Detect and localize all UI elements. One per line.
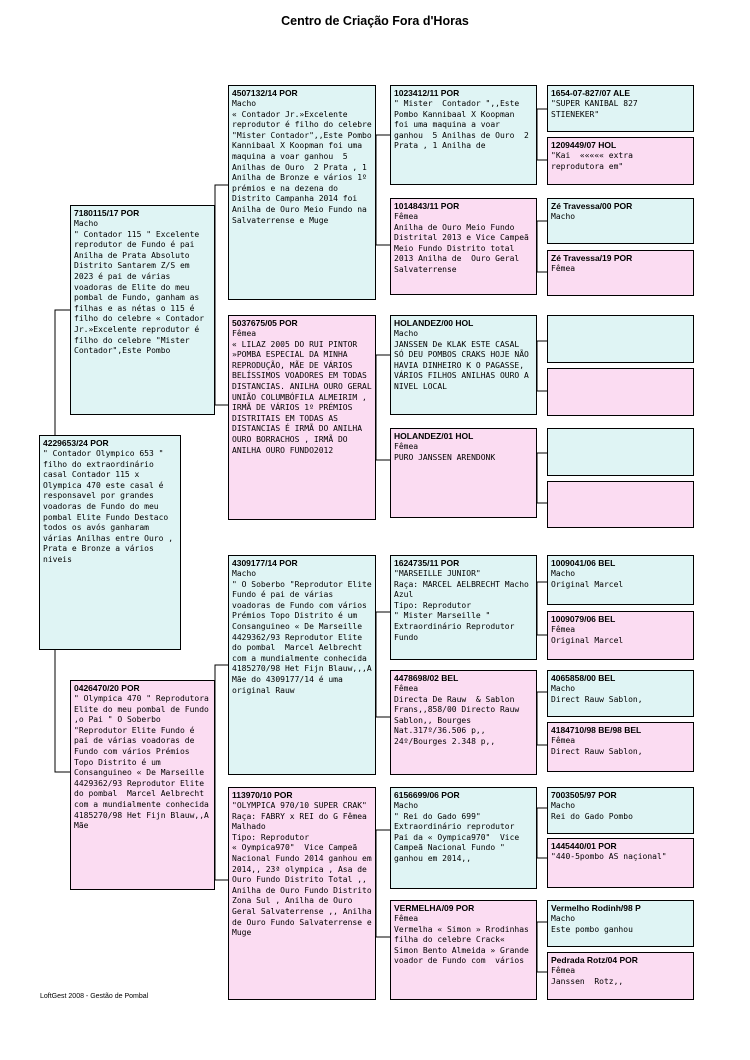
great-grandparent-description: Macho JANSSEN De KLAK ESTE CASAL SÓ DEU POMBOS CRAKS HOJE NÃO HAVIA DINHEIRO K O PAGASSE, VÁRIOS FILHOS ANILHAS OURO A NIVEL LOCAL <box>394 329 529 391</box>
great-grandparent-ring-id: 6156699/06 POR <box>394 790 460 800</box>
grandparent-description: Fêmea « LILAZ 2005 DO RUI PINTOR »POMBA ESPECIAL DA MINHA REPRODUÇÃO, MÃE DE VÁRIOS BELÍSSIMOS VOADORES EM TODAS DISTANCIAS. ANILHA OURO GERAL UNIÃO COLUMBÓFILA ALMEIRIM , IRMÃ DE VÁRIOS 1º PRÉMIOS DISTRITAIS EM TODAS AS DISTANCIAS É IRMÃ DO ANILHA OURO BORRACHOS , IRMÃ DO ANILHA OURO FUNDO2012 <box>232 329 372 455</box>
ancestor-ring-id: 1009079/06 BEL <box>551 614 616 624</box>
sire-card[interactable] <box>70 205 215 415</box>
ancestor-card[interactable] <box>547 611 694 660</box>
ancestor-description: "SUPER KANIBAL 827 STIENEKER" <box>551 99 643 119</box>
great-grandparent-description: Fêmea Anilha de Ouro Meio Fundo Distrital 2013 e Vice Campeã Meio Fundo Distrito total 2013 Anilha de Ouro Geral Salvaterrense <box>394 212 529 274</box>
ancestor-description: Macho Este pombo ganhou <box>551 914 633 934</box>
ancestor-card[interactable] <box>547 787 694 834</box>
grandparent-description: "OLYMPICA 970/10 SUPER CRAK" Raça: FABRY x REI do G Fêmea Malhado Tipo: Reprodutor « Oympica970" Vice Campeã Nacional Fundo 2014 ganhou em 2014,, 23ª olympica , Asa de Ouro Fundo Distrito Total ,, Anilha de Ouro Fundo Distrito Zona Sul , Anilha de Ouro Geral Salvaterrense ,, Anilha de Ouro Fundo Salvaterrense e Muge <box>232 801 372 938</box>
ancestor-card-empty[interactable] <box>547 315 694 363</box>
ancestor-ring-id: 4184710/98 BE/98 BEL <box>551 725 642 735</box>
grandparent-card[interactable] <box>228 85 376 300</box>
sire-ring-id: 7180115/17 POR <box>74 208 140 218</box>
ancestor-card[interactable] <box>547 198 694 244</box>
ancestor-ring-id: 1445440/01 POR <box>551 841 617 851</box>
subject-pigeon-card[interactable] <box>39 435 181 650</box>
ancestor-ring-id: Vermelho Rodinh/98 P <box>551 903 641 913</box>
dam-card[interactable] <box>70 680 215 890</box>
ancestor-card[interactable] <box>547 137 694 185</box>
ancestor-card-empty[interactable] <box>547 481 694 528</box>
ancestor-ring-id: Pedrada Rotz/04 POR <box>551 955 638 965</box>
ancestor-description: Macho <box>551 212 576 221</box>
footer-credit: LoftGest 2008 - Gestão de Pombal <box>40 993 149 1000</box>
great-grandparent-ring-id: 1624735/11 POR <box>394 558 460 568</box>
ancestor-card-empty[interactable] <box>547 368 694 416</box>
great-grandparent-description: Macho " Rei do Gado 699" Extraordinário reprodutor Pai da « Oympica970" Vice Campeã Nacional Fundo " ganhou em 2014,, <box>394 801 520 863</box>
grandparent-ring-id: 4507132/14 POR <box>232 88 298 98</box>
ancestor-ring-id: 1209449/07 HOL <box>551 140 617 150</box>
ancestor-ring-id: 1009041/06 BEL <box>551 558 616 568</box>
grandparent-description: Macho " O Soberbo "Reprodutor Elite Fundo é pai de várias voadoras de Fundo com vários Prémios Topo Distrito é um Consanguineo « De Marseille 4429362/93 Reprodutor Elite do pombal Marcel Aelbrecht com a mundialmente conhecida 4185270/98 Het Fijn Blauw,,,A Mãe do 4309177/14 é uma original Rauw <box>232 569 372 695</box>
great-grandparent-description: Fêmea Directa De Rauw & Sablon Frans,,858/00 Directo Rauw Sablon,, Bourges Nat.317º/36.506 p,, 24º/Bourges 2.348 p,, <box>394 684 520 746</box>
grandparent-ring-id: 5037675/05 POR <box>232 318 298 328</box>
grandparent-ring-id: 113970/10 POR <box>232 790 293 800</box>
great-grandparent-description: "MARSEILLE JUNIOR" Raça: MARCEL AELBRECHT Macho Azul Tipo: Reprodutor " Mister Marseille " Extraordinário Reprodutor Fundo <box>394 569 529 642</box>
ancestor-description: Macho Rei do Gado Pombo <box>551 801 633 821</box>
great-grandparent-card[interactable] <box>390 670 537 775</box>
ancestor-card[interactable] <box>547 722 694 772</box>
ancestor-card[interactable] <box>547 900 694 947</box>
ancestor-ring-id: 7003505/97 POR <box>551 790 617 800</box>
grandparent-card[interactable] <box>228 555 376 775</box>
great-grandparent-card[interactable] <box>390 428 537 518</box>
ancestor-description: Fêmea Janssen Rotz,, <box>551 966 624 986</box>
sire-description: Macho " Contador 115 " Excelente reprodutor de Fundo é pai Anilha de Prata Absoluto Distrito Santarem Z/S em 2023 é pai de várias voadoras de Elite do meu pombal de Fundo, ganham as filhas e as nétas o 115 é filho do celebre « Contador Jr.»Excelente reprodutor é filho do celebre "Mister Contador",Este Pombo <box>74 219 205 356</box>
subject-description: " Contador Olympico 653 " filho do extraordinário casal Contador 115 x Olympica 470 este casal é responsavel por grandes voadoras de Fundo do meu pombal Elite Fundo Destaco todos os avós ganharam várias Anilhas entre Ouro , Prata e Bronze a vários niveis <box>43 449 178 564</box>
dam-ring-id: 0426470/20 POR <box>74 683 140 693</box>
ancestor-description: Fêmea Direct Rauw Sablon, <box>551 736 643 756</box>
great-grandparent-ring-id: VERMELHA/09 POR <box>394 903 475 913</box>
great-grandparent-ring-id: HOLANDEZ/01 HOL <box>394 431 474 441</box>
ancestor-card[interactable] <box>547 952 694 1000</box>
great-grandparent-description: Fêmea Vermelha « Simon » Rrodinhas filha do celebre Crack« Simon Bento Almeida » Grande voador de Fundo com vários <box>394 914 529 966</box>
ancestor-description: "Kai ««««« extra reprodutora em" <box>551 151 638 171</box>
grandparent-description: Macho « Contador Jr.»Excelente reprodutor é filho do celebre "Mister Contador",,Este Pombo Kannibaal X Koopman foi uma maquina a voar ganhou 5 Anilhas de Ouro 2 Prata , 1 Anilha de Bronze e vários 1º prémios e na dezena do Distrito Campanha 2014 foi Anilha de Ouro Meio Fundo na Salvaterrense e Muge <box>232 99 372 225</box>
ancestor-card[interactable] <box>547 250 694 296</box>
page-title: Centro de Criação Fora d'Horas <box>281 14 469 28</box>
ancestor-description: Macho Original Marcel <box>551 569 624 589</box>
ancestor-card[interactable] <box>547 85 694 132</box>
ancestor-card[interactable] <box>547 838 694 888</box>
subject-ring-id: 4229653/24 POR <box>43 438 109 448</box>
ancestor-description: Fêmea Original Marcel <box>551 625 624 645</box>
great-grandparent-ring-id: 4478698/02 BEL <box>394 673 459 683</box>
grandparent-card[interactable] <box>228 787 376 1000</box>
ancestor-ring-id: Zé Travessa/00 POR <box>551 201 633 211</box>
great-grandparent-card[interactable] <box>390 315 537 415</box>
great-grandparent-ring-id: HOLANDEZ/00 HOL <box>394 318 474 328</box>
great-grandparent-card[interactable] <box>390 555 537 660</box>
great-grandparent-card[interactable] <box>390 900 537 1000</box>
ancestor-card[interactable] <box>547 555 694 605</box>
great-grandparent-ring-id: 1023412/11 POR <box>394 88 460 98</box>
ancestor-card-empty[interactable] <box>547 428 694 476</box>
ancestor-ring-id: 4065858/00 BEL <box>551 673 616 683</box>
great-grandparent-ring-id: 1014843/11 POR <box>394 201 460 211</box>
ancestor-description: Macho Direct Rauw Sablon, <box>551 684 643 704</box>
ancestor-ring-id: 1654-07-827/07 ALE <box>551 88 631 98</box>
grandparent-card[interactable] <box>228 315 376 520</box>
grandparent-ring-id: 4309177/14 POR <box>232 558 298 568</box>
dam-description: " Olympica 470 " Reprodutora Elite do meu pombal de Fundo ,o Pai " O Soberbo "Reprodutor Elite Fundo é pai de várias voadoras de Fundo com vários Prémios Topo Distrito é um Consanguineo « De Marseille 4429362/93 Reprodutor Elite do pombal Marcel Aelbrecht com a mundialmente conhecida 4185270/98 Het Fijn Blauw,,A Mãe <box>74 694 214 831</box>
great-grandparent-description: " Mister Contador ",,Este Pombo Kannibaal X Koopman foi uma maquina a voar ganhou 5 Anilhas de Ouro 2 Prata , 1 Anilha de <box>394 99 534 151</box>
great-grandparent-card[interactable] <box>390 85 537 185</box>
ancestor-description: Fêmea <box>551 264 576 273</box>
ancestor-description: "440-5pombo AS naçional" <box>551 852 667 861</box>
ancestor-card[interactable] <box>547 670 694 717</box>
great-grandparent-card[interactable] <box>390 198 537 295</box>
great-grandparent-description: Fêmea PURO JANSSEN ARENDONK <box>394 442 496 462</box>
great-grandparent-card[interactable] <box>390 787 537 889</box>
ancestor-ring-id: Zé Travessa/19 POR <box>551 253 633 263</box>
